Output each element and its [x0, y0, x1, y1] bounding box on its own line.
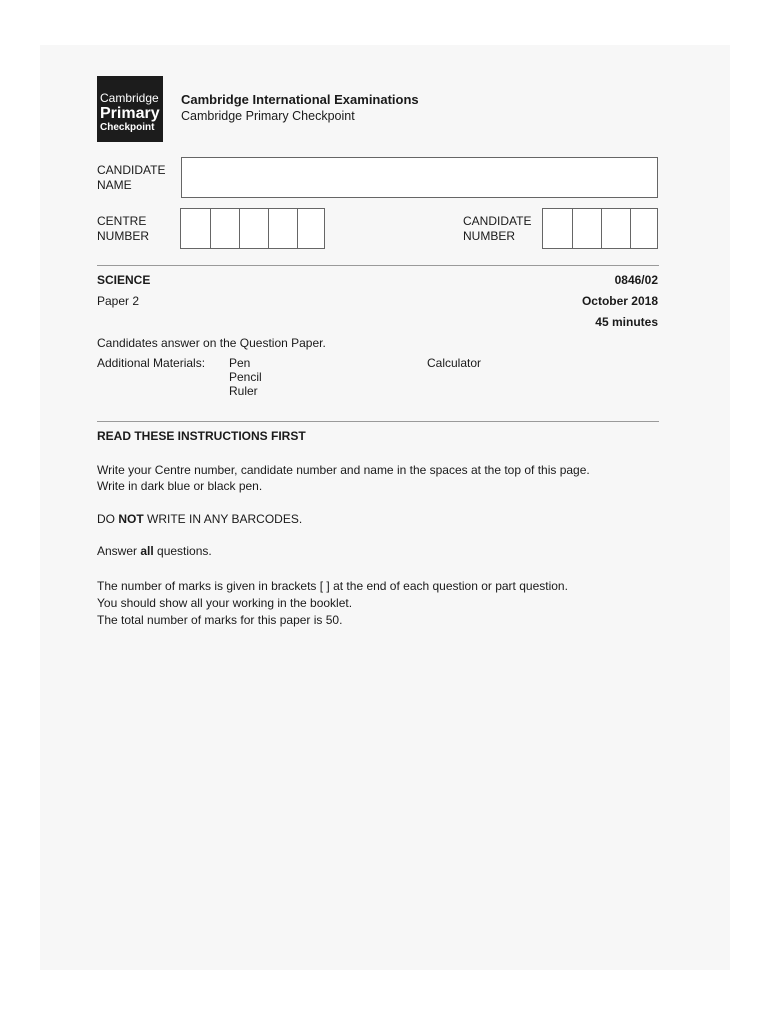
materials-label: Additional Materials: [97, 356, 206, 370]
program-title: Cambridge Primary Checkpoint [181, 109, 355, 123]
instruction-paragraph [97, 462, 590, 494]
exam-session: October 2018 [581, 294, 658, 308]
candidate-number-box[interactable] [572, 209, 602, 248]
centre-number-label-line1: CENTRE [97, 214, 147, 228]
answer-note: Candidates answer on the Question Paper. [97, 336, 326, 350]
candidate-number-box[interactable] [543, 209, 573, 248]
candidate-number-box[interactable] [601, 209, 631, 248]
divider [97, 265, 659, 266]
exam-duration: 45 minutes [595, 315, 658, 329]
instruction-paragraph [97, 544, 212, 559]
paper-code: 0846/02 [614, 273, 658, 287]
instruction-line: The number of marks is given in brackets [ ] at the end of each question or part question. [97, 579, 568, 593]
instructions-heading: READ THESE INSTRUCTIONS FIRST [97, 429, 306, 443]
material-item: Ruler [229, 384, 258, 398]
logo-line-1: Cambridge [100, 91, 159, 105]
candidate-number-label-line1: CANDIDATE [463, 214, 532, 228]
instruction-line: The total number of marks for this paper is 50. [97, 613, 343, 627]
centre-number-label-line2: NUMBER [97, 229, 150, 243]
instruction-paragraph [97, 512, 302, 527]
material-extra: Calculator [427, 356, 482, 370]
org-title: Cambridge International Examinations [181, 92, 419, 107]
materials-list [229, 356, 262, 398]
instruction-emphasis: all [140, 544, 154, 558]
paper-number: Paper 2 [97, 294, 140, 308]
logo-line-2: Primary [100, 105, 160, 122]
instruction-text: Answer [97, 544, 141, 558]
centre-number-box[interactable] [268, 209, 298, 248]
instruction-emphasis: NOT [118, 512, 144, 526]
centre-number-field[interactable] [180, 208, 325, 249]
candidate-name-label [97, 163, 165, 193]
instruction-text: WRITE IN ANY BARCODES. [143, 512, 303, 526]
instruction-line: Write in dark blue or black pen. [97, 479, 263, 493]
instruction-text: DO [97, 512, 119, 526]
centre-number-label [97, 214, 149, 244]
candidate-number-field[interactable] [542, 208, 658, 249]
candidate-name-field[interactable] [181, 157, 658, 198]
divider [97, 421, 659, 422]
logo-line-3: Checkpoint [100, 122, 155, 133]
instruction-line: You should show all your working in the booklet. [97, 596, 353, 610]
candidate-name-label-line1: CANDIDATE [97, 163, 166, 177]
candidate-number-label-line2: NUMBER [463, 229, 516, 243]
instruction-line: Write your Centre number, candidate number and name in the spaces at the top of this page. [97, 463, 590, 477]
centre-number-box[interactable] [210, 209, 240, 248]
cambridge-primary-checkpoint-logo [97, 76, 163, 142]
instruction-paragraph [97, 578, 568, 629]
subject: SCIENCE [97, 273, 151, 287]
instruction-text: questions. [153, 544, 212, 558]
candidate-name-label-line2: NAME [97, 178, 132, 192]
material-item: Pencil [229, 370, 262, 384]
candidate-number-label [463, 214, 531, 244]
centre-number-box[interactable] [239, 209, 269, 248]
material-item: Pen [229, 356, 251, 370]
centre-number-box[interactable] [181, 209, 211, 248]
